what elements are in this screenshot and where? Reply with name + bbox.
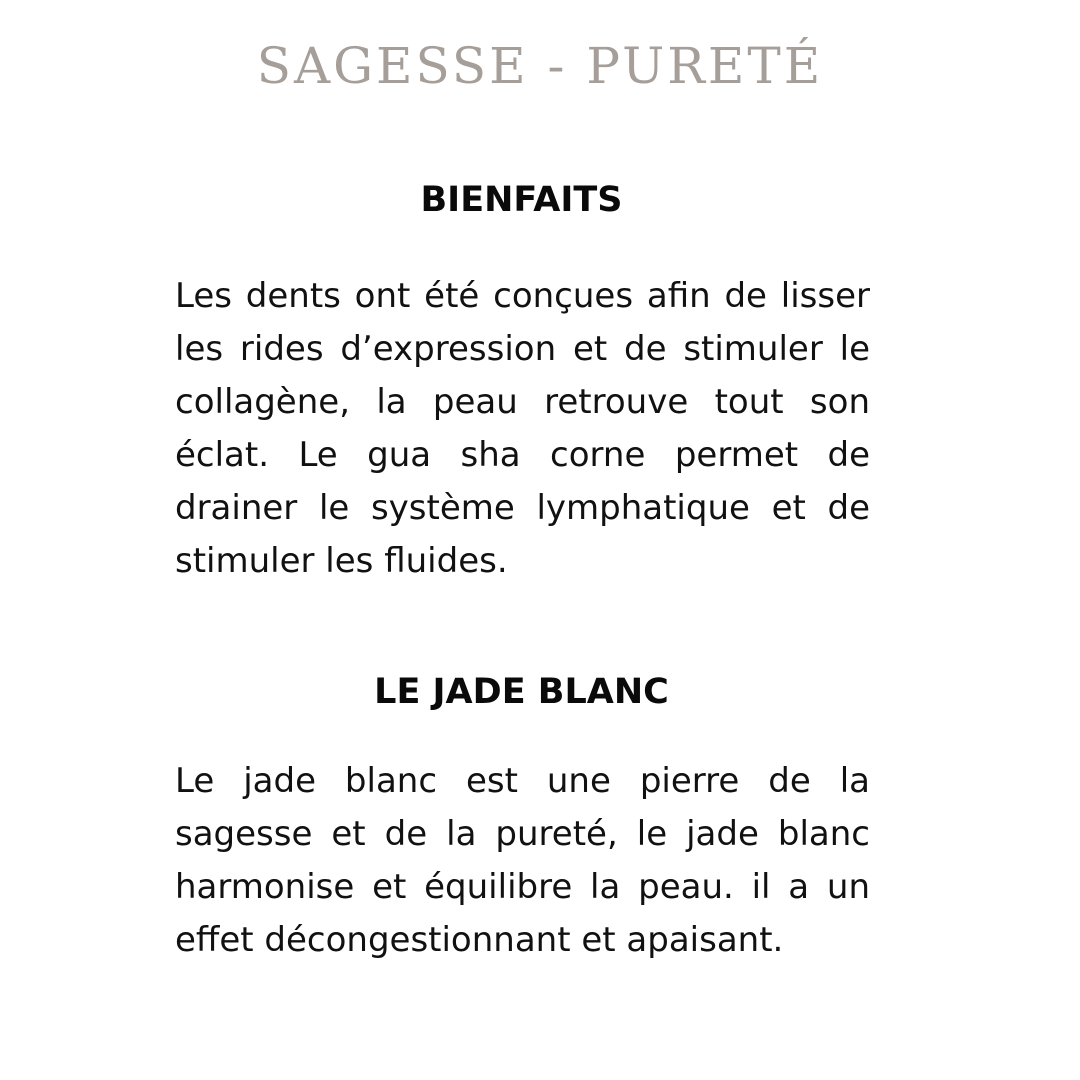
section-text-jade-blanc: Le jade blanc est une pierre de la sagesse et de la pureté, le jade blanc harmonise et équilibre la peau. il a un effet décongestionnant et apaisant. bbox=[175, 761, 870, 960]
section-heading-jade-blanc: LE JADE BLANC bbox=[374, 672, 669, 712]
section-text-bienfaits: Les dents ont été conçues afin de lisser les rides d’expression et de stimuler le collagène, la peau retrouve tout son éclat. Le gua sha corne permet de drainer le système lymphatique et de stimuler les fluides. bbox=[175, 276, 870, 581]
page-title: SAGESSE - PURETÉ bbox=[256, 37, 824, 95]
section-heading-bienfaits: BIENFAITS bbox=[420, 180, 623, 220]
